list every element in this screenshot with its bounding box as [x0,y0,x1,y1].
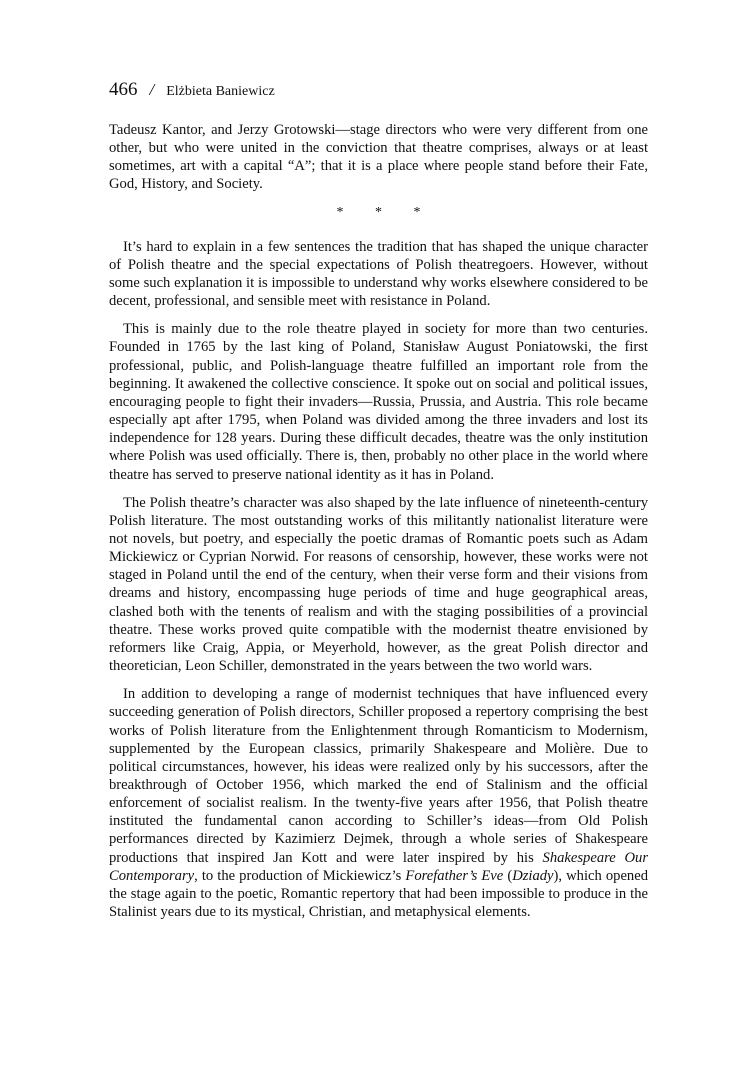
paragraph-text: , to the production of Mickiewicz’s [194,867,402,884]
body-text [109,121,648,931]
running-header-author: Elżbieta Baniewicz [166,84,275,99]
paragraph: It’s hard to explain in a few sentences the tradition that has shaped the unique character of Polish theatre and the special expectations of Polish theatregoers. However, without some such explanation it is impossible to understand why works elsewhere considered to be decent, professional, and sensible meet with resistance in Poland. [109,238,648,310]
paragraph-continued: Tadeusz Kantor, and Jerzy Grotowski—stage directors who were very different from one other, but who were united in the conviction that theatre comprises, always or at least sometimes, art with a capital “A”; that it is a place where people stand before their Fate, God, History, and Society. [109,122,648,193]
page-number: 466 [109,79,138,100]
book-title: Shakespeare Our Contemporary [109,849,648,884]
section-break: * * * [336,204,435,220]
paragraph-text: ( [507,867,513,884]
running-header [109,79,275,103]
paragraph-text: ), which opened the stage again to the poetic, Romantic repertory that had been impossible to produce in the Stalinist years due to its mystical, Christian, and metaphysical elements. [109,867,648,921]
paragraph-text: In addition to developing a range of modernist techniques that have influenced every succeeding generation of Polish directors, Schiller proposed a repertory comprising the best works of Polish literature from the Enlightenment through Romanticism to Modernism, supplemented by the European classics, primarily Shakespeare and Molière. Due to political circumstances, however, his ideas were realized only by his successors, after the breakthrough of October 1956, which marked the end of Stalinism and the official enforcement of socialist realism. In the twenty-five years after 1956, that Polish theatre instituted the fundamental canon according to Schiller’s ideas—from Old Polish performances directed by Kazimierz Dejmek, through a whole series of Shakespeare productions that inspired Jan Kott and were later inspired by his [109,686,648,866]
book-title: Forefather’s Eve [405,867,504,884]
header-separator: / [149,80,155,99]
paragraph: This is mainly due to the role theatre played in society for more than two centuries. Founded in 1765 by the last king of Poland, Stanisław August Poniatowski, the first professional, public, and Polish-language theatre fulfilled an important role from the beginning. It awakened the collective conscience. It spoke out on social and political issues, encouraging people to fight their invaders—Russia, Prussia, and Austria. This role became especially apt after 1795, when Poland was divided among the three invaders and lost its independence for 128 years. During these difficult decades, theatre was the only institution where Polish was used officially. There is, then, probably no other place in the world where theatre has served to preserve national identity as it has in Poland. [109,321,648,483]
paragraph: The Polish theatre’s character was also shaped by the late influence of nineteenth-century Polish literature. The most outstanding works of this militantly nationalist literature were not novels, but poetry, and especially the poetic dramas of Romantic poets such as Adam Mickiewicz or Cyprian Norwid. For reasons of censorship, however, these works were not staged in Poland until the end of the century, when their verse form and their visions from dreams and history, encompassing huge periods of time and huge geographical areas, clashed both with the tenents of realism and with the staging possibilities of a provincial theatre. These works proved quite compatible with the modernist theatre envisioned by reformers like Craig, Appia, or Meyerhold, however, as the great Polish director and theoretician, Leon Schiller, demonstrated in the years between the two world wars. [109,494,648,675]
paragraph [109,685,648,921]
book-title: Dziady [512,867,554,884]
